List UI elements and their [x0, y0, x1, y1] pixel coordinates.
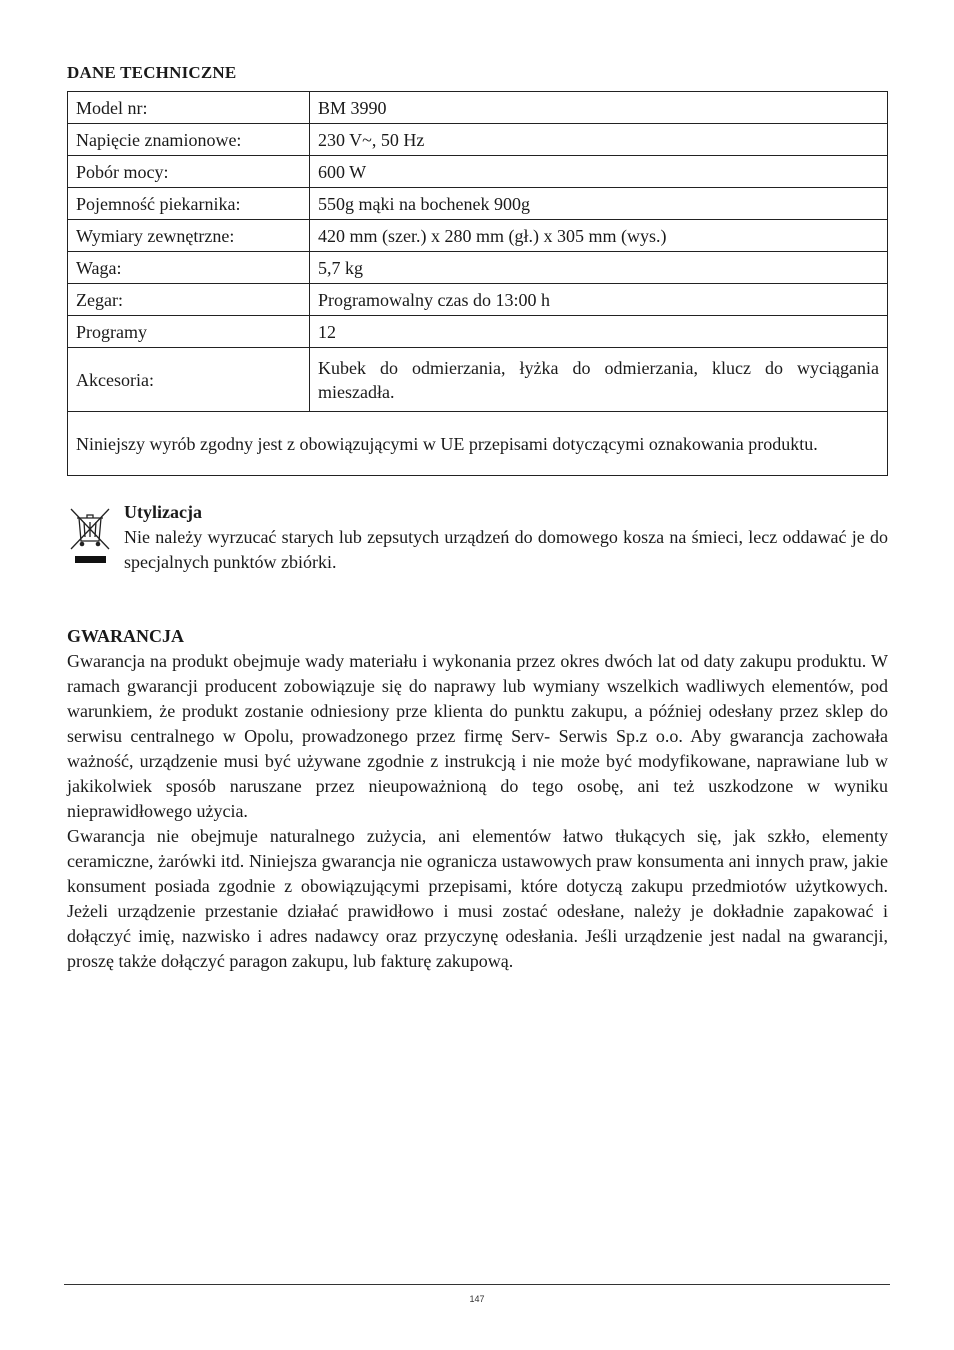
spec-label: Zegar:	[68, 284, 310, 316]
table-row	[68, 316, 888, 348]
table-row	[68, 188, 888, 220]
table-row	[68, 284, 888, 316]
page-number: 147	[469, 1294, 485, 1304]
spec-value: 420 mm (szer.) x 280 mm (gł.) x 305 mm (wys.)	[310, 220, 888, 252]
disposal-title: Utylizacja	[124, 502, 202, 522]
warranty-title: GWARANCJA	[67, 626, 184, 646]
footer-divider	[64, 1284, 890, 1285]
disposal-section	[67, 500, 888, 580]
spec-value: 600 W	[310, 156, 888, 188]
warranty-paragraph: Gwarancja na produkt obejmuje wady materiału i wykonania przez okres dwóch lat od daty zakupu produktu. W ramach gwarancji producent zobowiązuje się do naprawy lub wymiany wszelkich wadliwych elementów, pod warunkiem, że produkt zostanie odniesiony prze klienta do punktu zakupu, a później odesłany przez sklep do serwisu centralnego w Opolu, prowadzonego przez firmę Serv- Serwis Sp.z o.o. Aby gwarancja zachowała ważność, urządzenie musi być używane zgodnie z instrukcją i nie może być modyfikowane, naprawiane lub w jakikolwiek sposób naruszane przez nieupoważnioną do tego osobę, ani też uszkodzone w wyniku nieprawidłowego użycia.	[67, 651, 888, 821]
spec-label: Wymiary zewnętrzne:	[68, 220, 310, 252]
table-row	[68, 220, 888, 252]
spec-value: Kubek do odmierzania, łyżka do odmierzania, klucz do wyciągania mieszadła.	[310, 348, 888, 412]
table-row	[68, 252, 888, 284]
spec-value: 12	[310, 316, 888, 348]
disposal-text: Nie należy wyrzucać starych lub zepsutych urządzeń do domowego kosza na śmieci, lecz oddawać je do specjalnych punktów zbiórki.	[124, 527, 888, 572]
spec-label: Pojemność piekarnika:	[68, 188, 310, 220]
warranty-paragraph: Gwarancja nie obejmuje naturalnego zużycia, ani elementów łatwo tłukących się, jak szkło, elementy ceramiczne, żarówki itd. Niniejsza gwarancja nie ogranicza ustawowych praw konsumenta ani innych praw, jakie konsument posiada zgodnie z obowiązującymi przepisami, które dotyczą zakupu przedmiotów użytkowych. Jeżeli urządzenie przestanie działać prawidłowo i musi zostać odesłane, należy je dokładnie zapakować i dołączyć imię, nazwisko i adres nadawcy oraz przyczynę odesłania. Jeśli urządzenie jest nadal na gwarancji, proszę także dołączyć paragon zakupu, lub fakturę zakupową.	[67, 826, 888, 971]
section-title-technical-data: DANE TECHNICZNE	[67, 63, 237, 82]
spec-value: BM 3990	[310, 92, 888, 124]
spec-label: Model nr:	[68, 92, 310, 124]
table-row	[68, 348, 888, 412]
warranty-section	[67, 624, 888, 974]
spec-value: Programowalny czas do 13:00 h	[310, 284, 888, 316]
technical-data-table	[67, 91, 888, 476]
table-row	[68, 124, 888, 156]
conformity-note: Niniejszy wyrób zgodny jest z obowiązującymi w UE przepisami dotyczącymi oznakowania produktu.	[68, 412, 888, 476]
spec-value: 5,7 kg	[310, 252, 888, 284]
spec-value: 230 V~, 50 Hz	[310, 124, 888, 156]
spec-label: Waga:	[68, 252, 310, 284]
table-row-note	[68, 412, 888, 476]
table-row	[68, 92, 888, 124]
spec-label: Napięcie znamionowe:	[68, 124, 310, 156]
spec-label: Pobór mocy:	[68, 156, 310, 188]
table-row	[68, 156, 888, 188]
crossed-out-wheelie-bin-icon	[67, 503, 113, 565]
spec-value: 550g mąki na bochenek 900g	[310, 188, 888, 220]
spec-label: Akcesoria:	[68, 348, 310, 412]
spec-label: Programy	[68, 316, 310, 348]
